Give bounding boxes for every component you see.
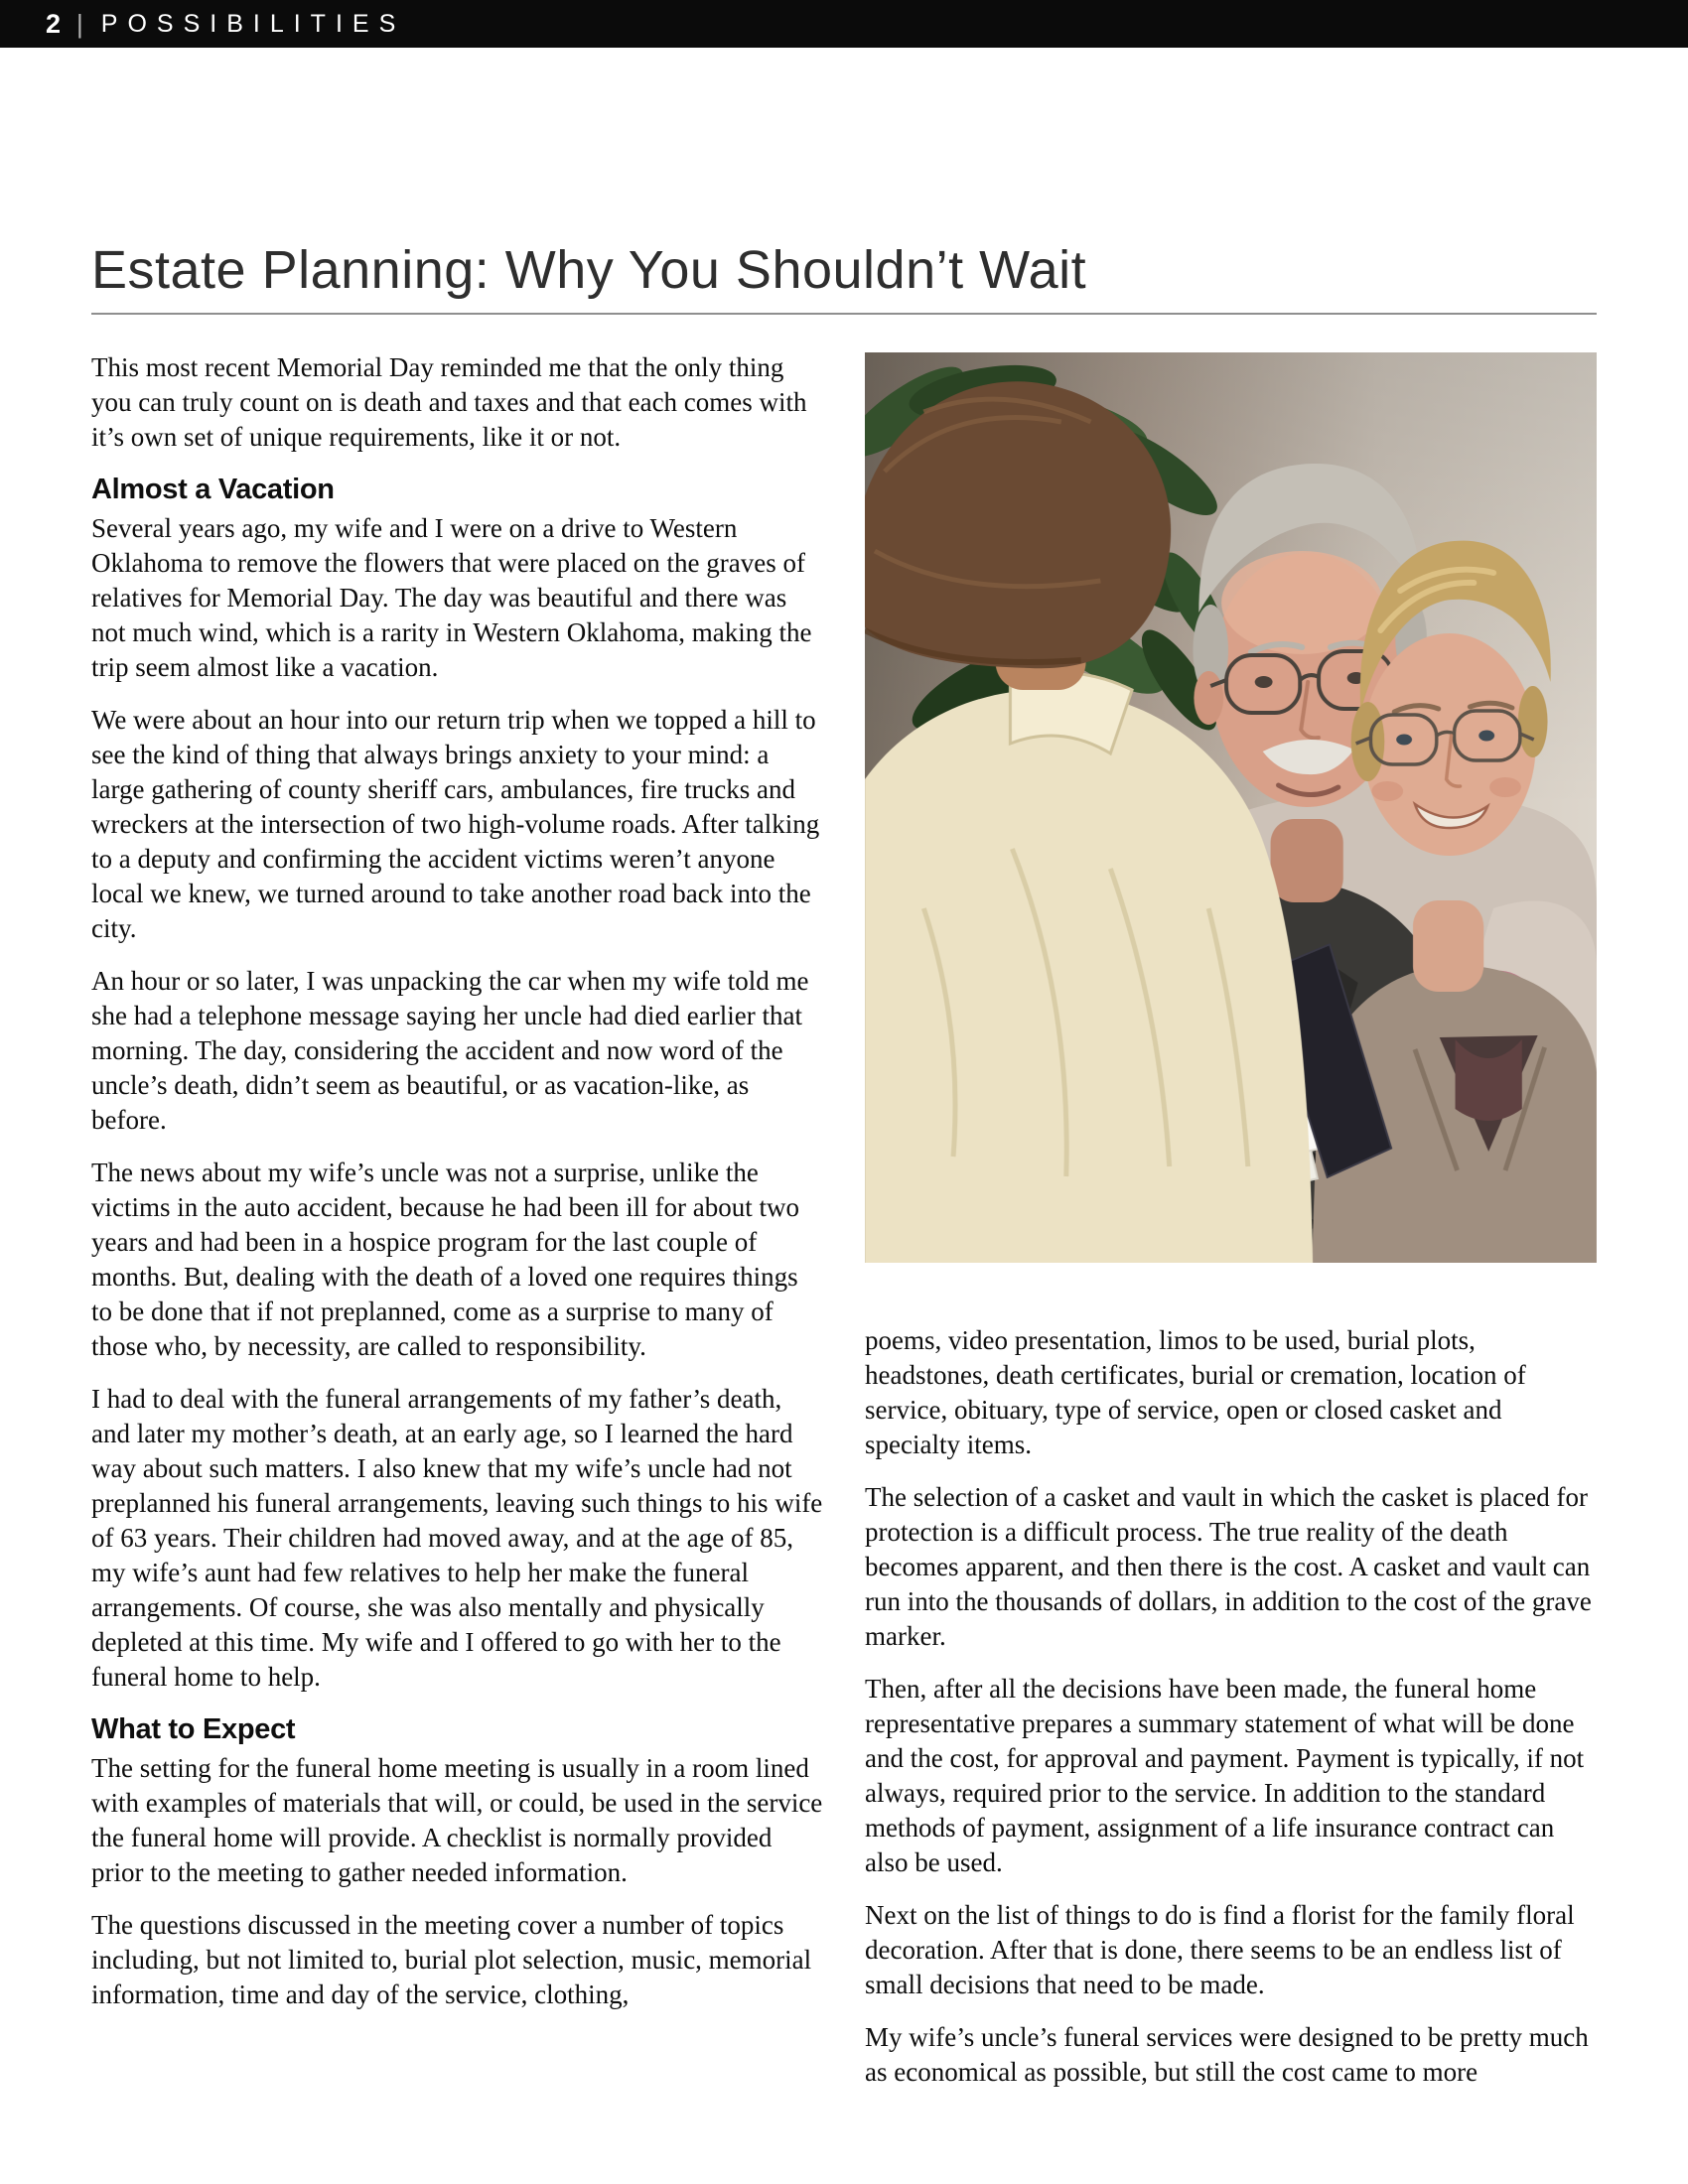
right-column bbox=[865, 350, 1597, 2108]
paragraph: poems, video presentation, limos to be used, burial plots, headstones, death certificates, burial or cremation, location of service, obituary, type of service, open or closed casket and specialty items. bbox=[865, 1324, 1526, 1459]
paragraph: The selection of a casket and vault in which the casket is placed for protection is a difficult process. The true reality of the death becomes apparent, and then there is the cost. A casket and vault can run into the thousands of dollars, in addition to the cost of the grave marker. bbox=[865, 1481, 1592, 1651]
article-photo bbox=[865, 352, 1597, 1263]
paragraph: The news about my wife’s uncle was not a surprise, unlike the victims in the auto accident, because he had been ill for about two years and had been in a hospice program for the last couple of months. But, dealing with the death of a loved one requires things to be done that if not preplanned, come as a surprise to many of those who, by necessity, are called to responsibility. bbox=[91, 1157, 800, 1361]
paragraph: My wife’s uncle’s funeral services were designed to be pretty much as economical as possible, but still the cost came to more bbox=[865, 2021, 1589, 2087]
paragraph: The setting for the funeral home meeting is usually in a room lined with examples of materials that will, or could, be used in the service the funeral home will provide. A checklist is normally provided prior to the meeting to gather needed information. bbox=[91, 1752, 823, 1887]
page-number: 2 bbox=[46, 8, 62, 39]
paragraph: Then, after all the decisions have been made, the funeral home representative prepares a summary statement of what will be done and the cost, for approval and payment. Payment is typically, if not always, required prior to the service. In addition to the standard methods of payment, assignment of a life insurance contract can also be used. bbox=[865, 1673, 1585, 1877]
article-columns bbox=[91, 350, 1597, 2108]
photo-illustration bbox=[865, 352, 1597, 1263]
title-rule bbox=[91, 313, 1597, 315]
page-header bbox=[0, 0, 1688, 48]
left-column bbox=[91, 350, 823, 2108]
paragraph: The questions discussed in the meeting cover a number of topics including, but not limited to, burial plot selection, music, memorial information, time and day of the service, clothing, bbox=[91, 1909, 812, 2009]
intro-paragraph: This most recent Memorial Day reminded me that the only thing you can truly count on is death and taxes and that each comes with it’s own set of unique requirements, like it or not. bbox=[91, 351, 807, 452]
article bbox=[0, 242, 1688, 2108]
section-heading-what-to-expect: What to Expect bbox=[91, 1712, 296, 1745]
paragraph: We were about an hour into our return trip when we topped a hill to see the kind of thing that always brings anxiety to your mind: a large gathering of county sheriff cars, ambulances, fire trucks and wreckers at the intersection of two high-volume roads. After talking to a deputy and confirming the accident victims weren’t anyone local we knew, we turned around to take another road back into the city. bbox=[91, 704, 820, 943]
paragraph: I had to deal with the funeral arrangements of my father’s death, and later my mother’s death, at an early age, so I learned the hard way about such matters. I also knew that my wife’s uncle had not preplanned his funeral arrangements, leaving such things to his wife of 63 years. Their children had moved away, and at the age of 85, my wife’s aunt had few relatives to help her make the funeral arrangements. Of course, she was also mentally and physically depleted at this time. My wife and I offered to go with her to the funeral home to help. bbox=[91, 1383, 823, 1692]
paragraph: Next on the list of things to do is find a florist for the family floral decoration. After that is done, there seems to be an endless list of small decisions that need to be made. bbox=[865, 1899, 1575, 1999]
header-divider: | bbox=[76, 8, 83, 39]
publication-name: POSSIBILITIES bbox=[100, 9, 406, 38]
paragraph: Several years ago, my wife and I were on a drive to Western Oklahoma to remove the flowers that were placed on the graves of relatives for Memorial Day. The day was beautiful and there was not much wind, which is a rarity in Western Oklahoma, making the trip seem almost like a vacation. bbox=[91, 512, 812, 682]
section-heading-almost-a-vacation: Almost a Vacation bbox=[91, 473, 335, 505]
article-title: Estate Planning: Why You Shouldn’t Wait bbox=[91, 240, 1087, 300]
paragraph: An hour or so later, I was unpacking the car when my wife told me she had a telephone message saying her uncle had died earlier that morning. The day, considering the accident and now word of the uncle’s death, didn’t seem as beautiful, or as vacation-like, as before. bbox=[91, 965, 809, 1135]
